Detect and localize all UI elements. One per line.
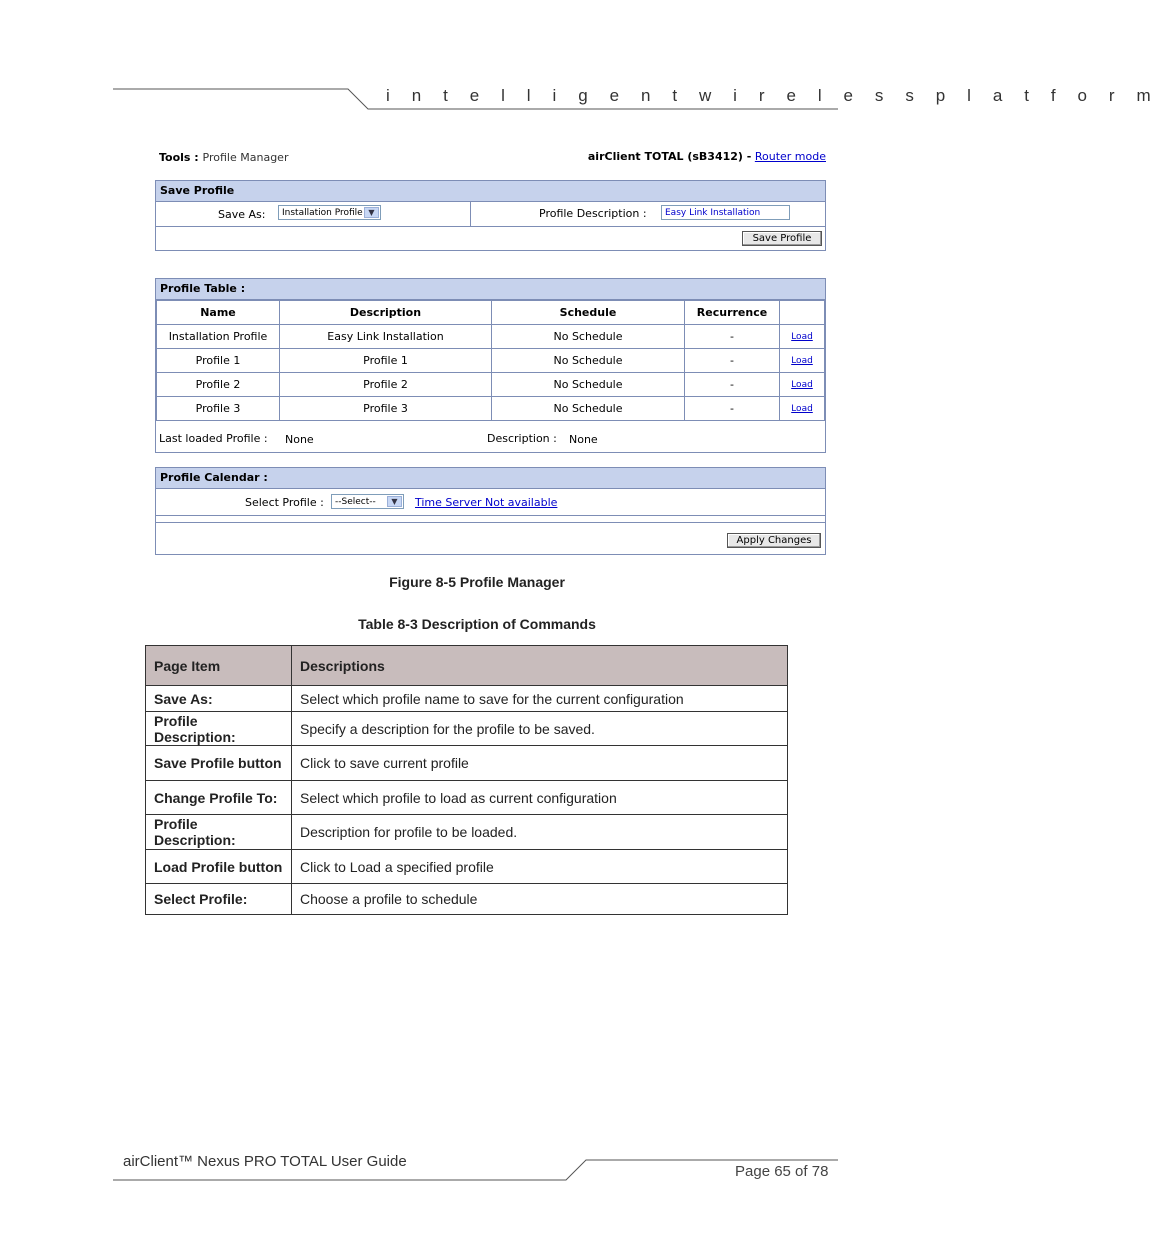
page-item: Save Profile button — [146, 746, 292, 781]
last-loaded-label: Last loaded Profile : — [159, 432, 268, 445]
table-row — [157, 325, 825, 349]
profile-table-header: Profile Table : — [156, 279, 825, 300]
apply-changes-button[interactable]: Apply Changes — [727, 533, 821, 548]
field-divider — [470, 202, 471, 226]
time-server-link[interactable]: Time Server Not available — [415, 496, 558, 509]
profile-recurrence: - — [685, 349, 780, 373]
profile-schedule: No Schedule — [492, 325, 685, 349]
load-cell — [780, 373, 825, 397]
page-title — [159, 151, 288, 164]
page-item: Profile Description: — [146, 815, 292, 850]
chevron-down-icon: ▼ — [387, 496, 402, 507]
item-description: Description for profile to be loaded. — [292, 815, 788, 850]
column-header: Page Item — [146, 646, 292, 686]
router-mode-link[interactable]: Router mode — [754, 150, 826, 163]
guide-title: airClient™ Nexus PRO TOTAL User Guide — [123, 1153, 407, 1170]
page-item: Select Profile: — [146, 884, 292, 915]
breadcrumb-section: Tools : — [159, 151, 199, 164]
device-info — [588, 150, 826, 163]
load-cell — [780, 349, 825, 373]
profile-recurrence: - — [685, 373, 780, 397]
select-profile-row — [156, 489, 825, 516]
profile-description: Profile 1 — [280, 349, 492, 373]
table-row — [146, 712, 788, 746]
last-description-value: None — [569, 433, 598, 446]
item-description: Click to save current profile — [292, 746, 788, 781]
save-as-label: Save As: — [218, 208, 266, 221]
save-profile-panel — [155, 180, 826, 251]
load-cell — [780, 397, 825, 421]
profile-recurrence: - — [685, 325, 780, 349]
select-profile-label: Select Profile : — [245, 496, 324, 509]
item-description: Click to Load a specified profile — [292, 850, 788, 884]
page-item: Load Profile button — [146, 850, 292, 884]
table-row — [146, 686, 788, 712]
table-row — [146, 884, 788, 915]
profile-description-input[interactable]: Easy Link Installation — [661, 205, 790, 220]
profile-name: Profile 2 — [157, 373, 280, 397]
item-description: Specify a description for the profile to be saved. — [292, 712, 788, 746]
column-header: Description — [280, 301, 492, 325]
table-row — [146, 746, 788, 781]
table-row — [157, 349, 825, 373]
save-as-select[interactable] — [278, 205, 381, 220]
breadcrumb-page: Profile Manager — [202, 151, 289, 164]
profile-table-header-row — [157, 301, 825, 325]
description-table — [145, 645, 788, 915]
save-profile-header: Save Profile — [156, 181, 825, 202]
profile-recurrence: - — [685, 397, 780, 421]
ui-topbar — [155, 145, 826, 169]
calendar-divider — [156, 521, 825, 523]
profile-description: Profile 3 — [280, 397, 492, 421]
column-header: Name — [157, 301, 280, 325]
profile-name: Profile 1 — [157, 349, 280, 373]
page-item: Save As: — [146, 686, 292, 712]
load-link[interactable]: Load — [791, 403, 813, 414]
profile-table — [156, 300, 825, 421]
profile-calendar-panel — [155, 467, 826, 555]
save-profile-fields — [156, 202, 825, 227]
load-cell — [780, 325, 825, 349]
table-row — [146, 781, 788, 815]
item-description: Select which profile to load as current configuration — [292, 781, 788, 815]
load-link[interactable]: Load — [791, 355, 813, 366]
profile-schedule: No Schedule — [492, 349, 685, 373]
chevron-down-icon: ▼ — [364, 207, 379, 218]
profile-description: Profile 2 — [280, 373, 492, 397]
item-description: Select which profile name to save for the current configuration — [292, 686, 788, 712]
profile-name: Installation Profile — [157, 325, 280, 349]
page-number: Page 65 of 78 — [735, 1163, 829, 1180]
last-description-label: Description : — [487, 432, 557, 445]
header-tagline: i n t e l l i g e n t w i r e l e s s p l a t f o r m — [386, 86, 1159, 105]
profile-schedule: No Schedule — [492, 397, 685, 421]
column-header: Descriptions — [292, 646, 788, 686]
save-profile-button[interactable]: Save Profile — [742, 231, 822, 246]
select-profile-dropdown[interactable] — [331, 494, 404, 509]
profile-description: Easy Link Installation — [280, 325, 492, 349]
profile-calendar-header: Profile Calendar : — [156, 468, 825, 489]
profile-schedule: No Schedule — [492, 373, 685, 397]
column-header — [780, 301, 825, 325]
table-row — [146, 815, 788, 850]
column-header: Schedule — [492, 301, 685, 325]
table-row — [157, 397, 825, 421]
description-header-row — [146, 646, 788, 686]
load-link[interactable]: Load — [791, 331, 813, 342]
last-loaded-row — [156, 426, 825, 452]
page-item: Profile Description: — [146, 712, 292, 746]
item-description: Choose a profile to schedule — [292, 884, 788, 915]
figure-caption: Figure 8-5 Profile Manager — [389, 574, 565, 590]
page-item: Change Profile To: — [146, 781, 292, 815]
table-row — [157, 373, 825, 397]
profile-description-label: Profile Description : — [539, 207, 647, 220]
select-profile-value: --Select-- — [335, 497, 376, 507]
load-link[interactable]: Load — [791, 379, 813, 390]
column-header: Recurrence — [685, 301, 780, 325]
profile-table-panel — [155, 278, 826, 453]
device-name: airClient TOTAL (sB3412) - — [587, 150, 752, 163]
profile-name: Profile 3 — [157, 397, 280, 421]
table-caption: Table 8-3 Description of Commands — [358, 616, 596, 632]
table-row — [146, 850, 788, 884]
save-as-value: Installation Profile — [282, 208, 363, 218]
last-loaded-value: None — [285, 433, 314, 446]
